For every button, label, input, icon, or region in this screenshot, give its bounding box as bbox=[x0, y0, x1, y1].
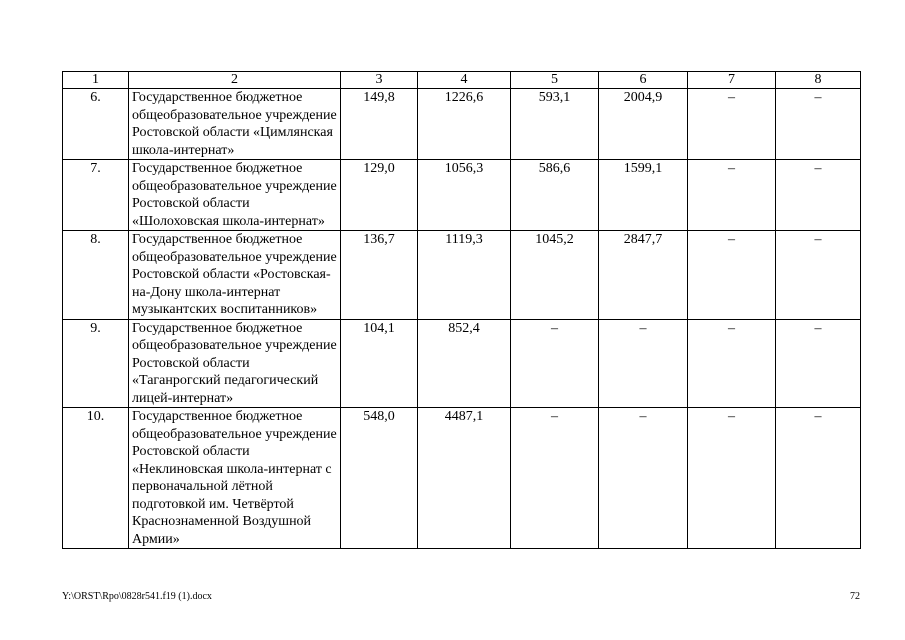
column-header: 7 bbox=[688, 72, 776, 89]
row-number: 8. bbox=[63, 231, 129, 320]
value-cell: – bbox=[688, 89, 776, 160]
value-cell: 1226,6 bbox=[418, 89, 511, 160]
value-cell: – bbox=[688, 319, 776, 408]
footer-page-number: 72 bbox=[850, 591, 860, 602]
value-cell: 2004,9 bbox=[599, 89, 688, 160]
value-cell: 548,0 bbox=[341, 408, 418, 549]
institution-name: Государственное бюджетное общеобразовательное учреждение Ростовской области «Ростовская-на-Дону школа-интернат музыкантских воспитанников» bbox=[129, 231, 341, 320]
value-cell: 149,8 bbox=[341, 89, 418, 160]
column-header: 3 bbox=[341, 72, 418, 89]
table-row bbox=[63, 319, 861, 408]
column-header: 8 bbox=[776, 72, 861, 89]
institution-name: Государственное бюджетное общеобразовательное учреждение Ростовской области «Шолоховская школа-интернат» bbox=[129, 160, 341, 231]
value-cell: – bbox=[688, 408, 776, 549]
column-header: 1 bbox=[63, 72, 129, 89]
value-cell: – bbox=[688, 160, 776, 231]
column-header: 2 bbox=[129, 72, 341, 89]
value-cell: 4487,1 bbox=[418, 408, 511, 549]
institution-name: Государственное бюджетное общеобразовательное учреждение Ростовской области «Таганрогский педагогический лицей-интернат» bbox=[129, 319, 341, 408]
column-header: 4 bbox=[418, 72, 511, 89]
value-cell: 593,1 bbox=[511, 89, 599, 160]
value-cell: 852,4 bbox=[418, 319, 511, 408]
row-number: 6. bbox=[63, 89, 129, 160]
table-row bbox=[63, 89, 861, 160]
value-cell: – bbox=[599, 319, 688, 408]
table-row bbox=[63, 160, 861, 231]
row-number: 7. bbox=[63, 160, 129, 231]
value-cell: 1599,1 bbox=[599, 160, 688, 231]
value-cell: – bbox=[776, 319, 861, 408]
value-cell: – bbox=[776, 89, 861, 160]
value-cell: 129,0 bbox=[341, 160, 418, 231]
table-row bbox=[63, 408, 861, 549]
value-cell: 104,1 bbox=[341, 319, 418, 408]
value-cell: 1119,3 bbox=[418, 231, 511, 320]
value-cell: – bbox=[511, 319, 599, 408]
value-cell: 136,7 bbox=[341, 231, 418, 320]
institution-name: Государственное бюджетное общеобразовательное учреждение Ростовской области «Неклиновская школа-интернат с первоначальной лётной подготовкой им. Четвёртой Краснознаменной Воздушной Армии» bbox=[129, 408, 341, 549]
value-cell: – bbox=[599, 408, 688, 549]
value-cell: 586,6 bbox=[511, 160, 599, 231]
table-row bbox=[63, 231, 861, 320]
value-cell: – bbox=[776, 231, 861, 320]
column-header: 6 bbox=[599, 72, 688, 89]
value-cell: – bbox=[776, 408, 861, 549]
value-cell: 1045,2 bbox=[511, 231, 599, 320]
column-header: 5 bbox=[511, 72, 599, 89]
value-cell: – bbox=[776, 160, 861, 231]
institution-name: Государственное бюджетное общеобразовательное учреждение Ростовской области «Цимлянская школа-интернат» bbox=[129, 89, 341, 160]
value-cell: – bbox=[511, 408, 599, 549]
footer-file-path: Y:\ORST\Rpo\0828r541.f19 (1).docx bbox=[62, 591, 212, 602]
budget-table bbox=[62, 71, 861, 549]
value-cell: 2847,7 bbox=[599, 231, 688, 320]
row-number: 10. bbox=[63, 408, 129, 549]
row-number: 9. bbox=[63, 319, 129, 408]
value-cell: 1056,3 bbox=[418, 160, 511, 231]
value-cell: – bbox=[688, 231, 776, 320]
table-header-row bbox=[63, 72, 861, 89]
